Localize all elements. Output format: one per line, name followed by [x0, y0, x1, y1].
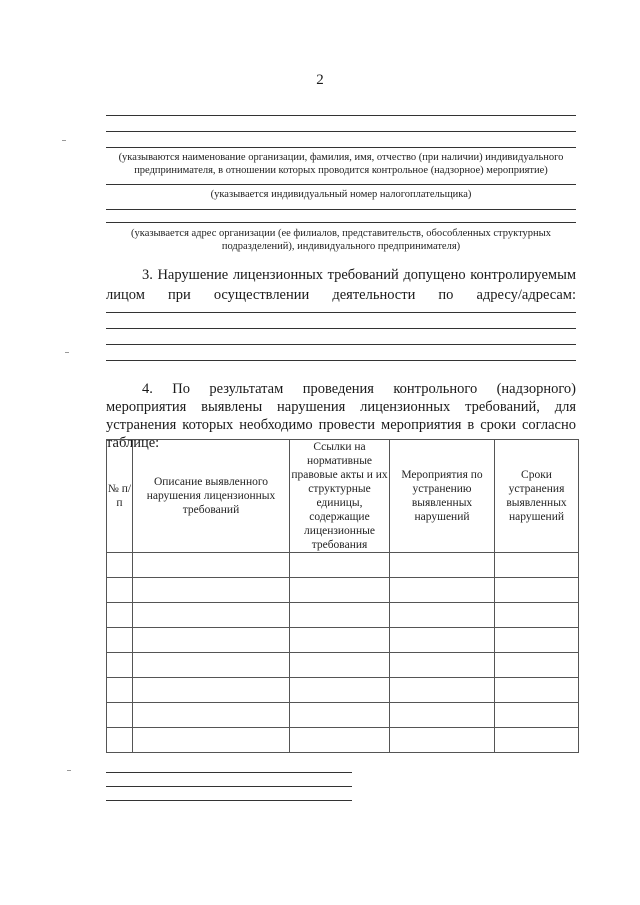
table-cell[interactable]: [495, 653, 579, 678]
table-cell[interactable]: [495, 678, 579, 703]
table-row: [107, 703, 579, 728]
table-cell[interactable]: [107, 703, 133, 728]
table-cell[interactable]: [290, 553, 390, 578]
blank-line-footer-2[interactable]: [106, 786, 352, 787]
header-measures: Мероприятия по устранению выявленных нарушений: [390, 440, 495, 553]
blank-line-violation-address-1[interactable]: [106, 312, 576, 313]
table-cell[interactable]: [290, 678, 390, 703]
blank-line-inn[interactable]: [106, 184, 576, 185]
blank-line-address-1[interactable]: [106, 209, 576, 210]
table-cell[interactable]: [133, 628, 290, 653]
table-row: [107, 553, 579, 578]
table-row: [107, 578, 579, 603]
table-cell[interactable]: [133, 678, 290, 703]
organization-caption: (указываются наименование организации, фамилия, имя, отчество (при наличии) индивидуального предпринимателя, в отношении которых проводится контрольное (надзорное) мероприятие): [118, 152, 564, 176]
table-cell[interactable]: [390, 578, 495, 603]
table-cell[interactable]: [107, 653, 133, 678]
address-caption: (указывается адрес организации (ее филиалов, представительств, обособленных структурных подразделений), индивидуального предпринимателя): [131, 228, 551, 252]
section-3-line-1: 3. Нарушение лицензионных требований допущено контролируемым: [142, 267, 576, 283]
section-3: [106, 266, 576, 304]
table-cell[interactable]: [133, 653, 290, 678]
table-header-row: [107, 440, 579, 553]
page-number: 2: [316, 72, 324, 88]
table-cell[interactable]: [495, 578, 579, 603]
table-cell[interactable]: [290, 603, 390, 628]
blank-line-footer-1[interactable]: [106, 772, 352, 773]
section-4-text: 4. По результатам проведения контрольного (надзорного) мероприятия выявлены нарушения лицензионных требований, для устранения которых необходимо провести мероприятия в сроки согласно таблице:: [106, 381, 576, 451]
table-cell[interactable]: [390, 603, 495, 628]
table-cell[interactable]: [390, 728, 495, 753]
blank-line-org-2[interactable]: [106, 131, 576, 132]
table-cell[interactable]: [107, 553, 133, 578]
table-cell[interactable]: [107, 628, 133, 653]
blank-line-violation-address-3[interactable]: [106, 344, 576, 345]
table-cell[interactable]: [290, 703, 390, 728]
table-cell[interactable]: [133, 603, 290, 628]
blank-line-violation-address-2[interactable]: [106, 328, 576, 329]
violations-table: [106, 439, 579, 753]
scan-mark: [65, 352, 69, 353]
table-row: [107, 653, 579, 678]
table-cell[interactable]: [290, 578, 390, 603]
table-row: [107, 728, 579, 753]
inn-caption: (указывается индивидуальный номер налогоплательщика): [210, 189, 472, 200]
table-cell[interactable]: [495, 603, 579, 628]
table-cell[interactable]: [290, 728, 390, 753]
blank-line-footer-3[interactable]: [106, 800, 352, 801]
header-references: Ссылки на нормативные правовые акты и их структурные единицы, содержащие лицензионные требования: [291, 441, 388, 551]
table-cell[interactable]: [290, 628, 390, 653]
table-cell[interactable]: [107, 728, 133, 753]
table-cell[interactable]: [495, 628, 579, 653]
table-cell[interactable]: [495, 728, 579, 753]
blank-line-address-2[interactable]: [106, 222, 576, 223]
table-cell[interactable]: [390, 653, 495, 678]
table-cell[interactable]: [133, 703, 290, 728]
header-num: № п/п: [107, 440, 133, 553]
table-cell[interactable]: [390, 703, 495, 728]
table-row: [107, 628, 579, 653]
table-cell[interactable]: [290, 653, 390, 678]
table-row: [107, 603, 579, 628]
table-cell[interactable]: [495, 553, 579, 578]
table-row: [107, 678, 579, 703]
blank-line-violation-address-4[interactable]: [106, 360, 576, 361]
table-cell[interactable]: [390, 678, 495, 703]
section-3-line-2: лицом при осуществлении деятельности по адресу/адресам:: [106, 287, 576, 303]
table-cell[interactable]: [390, 628, 495, 653]
table-cell[interactable]: [107, 603, 133, 628]
blank-line-org-1[interactable]: [106, 115, 576, 116]
table-cell[interactable]: [495, 703, 579, 728]
scan-mark: [67, 770, 71, 771]
header-deadlines: Сроки устранения выявленных нарушений: [495, 440, 579, 553]
scan-mark: [62, 140, 66, 141]
table-cell[interactable]: [107, 578, 133, 603]
blank-line-org-3[interactable]: [106, 147, 576, 148]
table-cell[interactable]: [133, 728, 290, 753]
header-description: Описание выявленного нарушения лицензионных требований: [133, 440, 290, 553]
table-cell[interactable]: [107, 678, 133, 703]
table-cell[interactable]: [390, 553, 495, 578]
table-cell[interactable]: [133, 553, 290, 578]
table-cell[interactable]: [133, 578, 290, 603]
